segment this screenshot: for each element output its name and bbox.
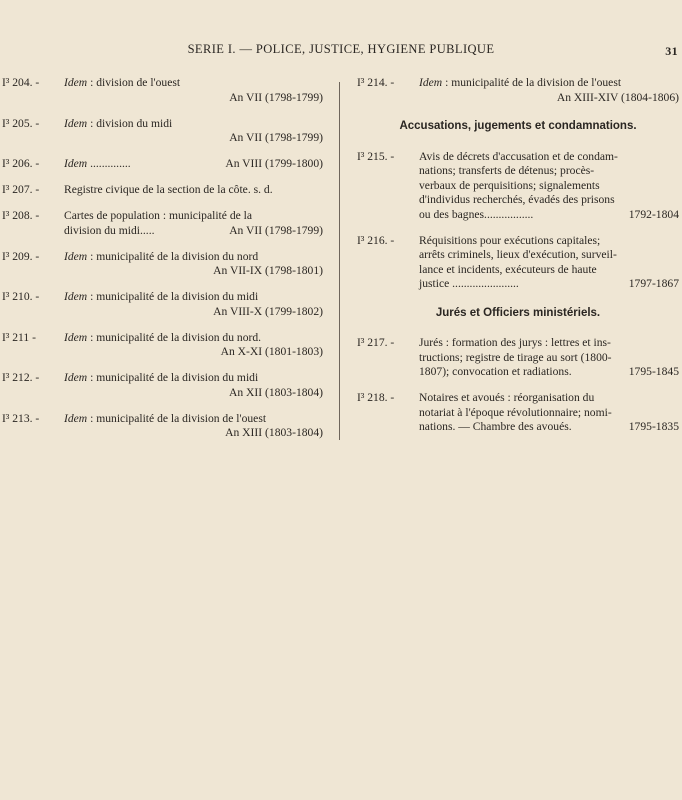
entry-218 <box>357 391 679 435</box>
entry-text-line: ou des bagnes................. <box>419 207 534 221</box>
entry-text: Cartes de population : municipalité de la <box>64 209 253 222</box>
entry-215 <box>357 150 679 223</box>
entry-text-line: 1807); convocation et radiations. <box>419 365 572 378</box>
entry-date: An VIII (1799-1800) <box>225 157 323 170</box>
entry-text-line: justice ....................... <box>419 277 519 290</box>
entry-text-cont: division du midi..... <box>64 223 155 237</box>
idem-label: Idem <box>64 290 88 303</box>
entry-text-line: notariat à l'époque révolutionnaire; nomi- <box>419 405 612 419</box>
entry-date: 1792-1804 <box>628 207 679 221</box>
entry-text: : municipalité de la division du nord. <box>90 330 262 344</box>
entry-text-line: Avis de décrets d'accusation et de condam- <box>419 149 618 163</box>
entry-date: An VII (1798-1799) <box>229 223 323 237</box>
page-header <box>0 42 682 60</box>
entry-211 <box>2 331 323 360</box>
entry-text-line: lance et incidents, exécuteurs de haute <box>419 262 597 276</box>
idem-label: Idem <box>64 411 88 425</box>
entry-ref: I³ 205. - <box>2 116 40 130</box>
entry-text: : municipalité de la division de l'ouest <box>445 76 622 89</box>
entry-date: An VII (1798-1799) <box>229 90 323 104</box>
entry-204 <box>2 76 323 105</box>
entry-ref: I³ 208. - <box>2 209 40 222</box>
entry-207 <box>2 183 323 198</box>
entry-date: 1797-1867 <box>628 277 679 290</box>
entry-216 <box>357 234 679 292</box>
entry-date: An X-XI (1801-1803) <box>220 345 323 358</box>
entry-text: .............. <box>90 157 131 170</box>
entry-ref: I³ 214. - <box>357 76 395 89</box>
entry-text-line: nations. — Chambre des avoués. <box>419 420 572 433</box>
entry-text-line: Notaires et avoués : réorganisation du <box>419 391 595 404</box>
entry-ref: I³ 212. - <box>2 371 40 384</box>
entry-ref: I³ 215. - <box>357 149 395 163</box>
entry-ref: I³ 216. - <box>357 233 395 247</box>
entry-text-line: Jurés : formation des jurys : lettres et ins- <box>419 336 611 349</box>
entry-209 <box>2 250 323 279</box>
entry-ref: I³ 209. - <box>2 249 40 263</box>
entry-text-line: Réquisitions pour exécutions capitales; <box>419 233 601 247</box>
entry-ref: I³ 217. - <box>357 336 395 349</box>
idem-label: Idem <box>64 330 88 344</box>
entry-ref: I³ 218. - <box>357 391 395 404</box>
entry-date: 1795-1845 <box>628 365 679 378</box>
column-divider <box>339 82 340 440</box>
entry-ref: I³ 211 - <box>2 330 36 344</box>
entry-text: : municipalité de la division de l'ouest <box>90 411 267 425</box>
entry-text-line: arrêts criminels, lieux d'exécution, surveil- <box>419 248 617 261</box>
entry-ref: I³ 206. - <box>2 157 40 170</box>
section-heading-accusations: Accusations, jugements et condamnations. <box>399 120 637 132</box>
entry-date: An VII-IX (1798-1801) <box>213 264 323 277</box>
entry-text: : municipalité de la division du midi <box>90 371 259 384</box>
entry-text: : division du midi <box>90 116 173 130</box>
entry-217 <box>357 336 679 380</box>
idem-label: Idem <box>64 76 88 89</box>
left-column <box>2 76 323 452</box>
entry-text-line: nations; transferts de détenus; procès- <box>419 164 595 177</box>
idem-label: Idem <box>419 76 443 89</box>
entry-text: : division de l'ouest <box>90 76 181 89</box>
entry-text: : municipalité de la division du nord <box>90 249 259 263</box>
entry-205 <box>2 117 323 146</box>
entry-214 <box>357 76 679 105</box>
page-title: SERIE I. — POLICE, JUSTICE, HYGIENE PUBLIQUE <box>187 42 495 56</box>
entry-date: An XIII (1803-1804) <box>225 426 323 439</box>
idem-label: Idem <box>64 371 88 384</box>
entry-210 <box>2 290 323 319</box>
entry-ref: I³ 207. - <box>2 183 40 196</box>
page-number: 31 <box>665 44 678 58</box>
right-column <box>357 76 679 446</box>
entry-date: An XIII-XIV (1804-1806) <box>556 90 679 104</box>
entry-text-line: d'individus recherchés, évadés des prisons <box>419 193 615 206</box>
entry-date: An VIII-X (1799-1802) <box>213 304 323 318</box>
idem-label: Idem <box>64 157 88 170</box>
entry-ref: I³ 210. - <box>2 290 40 303</box>
idem-label: Idem <box>64 249 88 263</box>
entry-date: An XII (1803-1804) <box>228 385 323 399</box>
entry-date: An VII (1798-1799) <box>229 131 323 144</box>
entry-206 <box>2 157 323 172</box>
entry-text-line: tructions; registre de tirage au sort (1800- <box>419 350 612 364</box>
entry-ref: I³ 213. - <box>2 411 40 425</box>
idem-label: Idem <box>64 116 88 130</box>
entry-text: Registre civique de la section de la côte. s. d. <box>64 183 273 196</box>
entry-text-line: verbaux de perquisitions; signalements <box>419 178 600 192</box>
section-heading-jures: Jurés et Officiers ministériels. <box>435 306 601 319</box>
entry-208 <box>2 209 323 238</box>
entry-text: : municipalité de la division du midi <box>90 290 259 303</box>
entry-ref: I³ 204. - <box>2 76 40 89</box>
entry-213 <box>2 412 323 441</box>
entry-212 <box>2 371 323 400</box>
entry-date: 1795-1835 <box>628 420 679 433</box>
